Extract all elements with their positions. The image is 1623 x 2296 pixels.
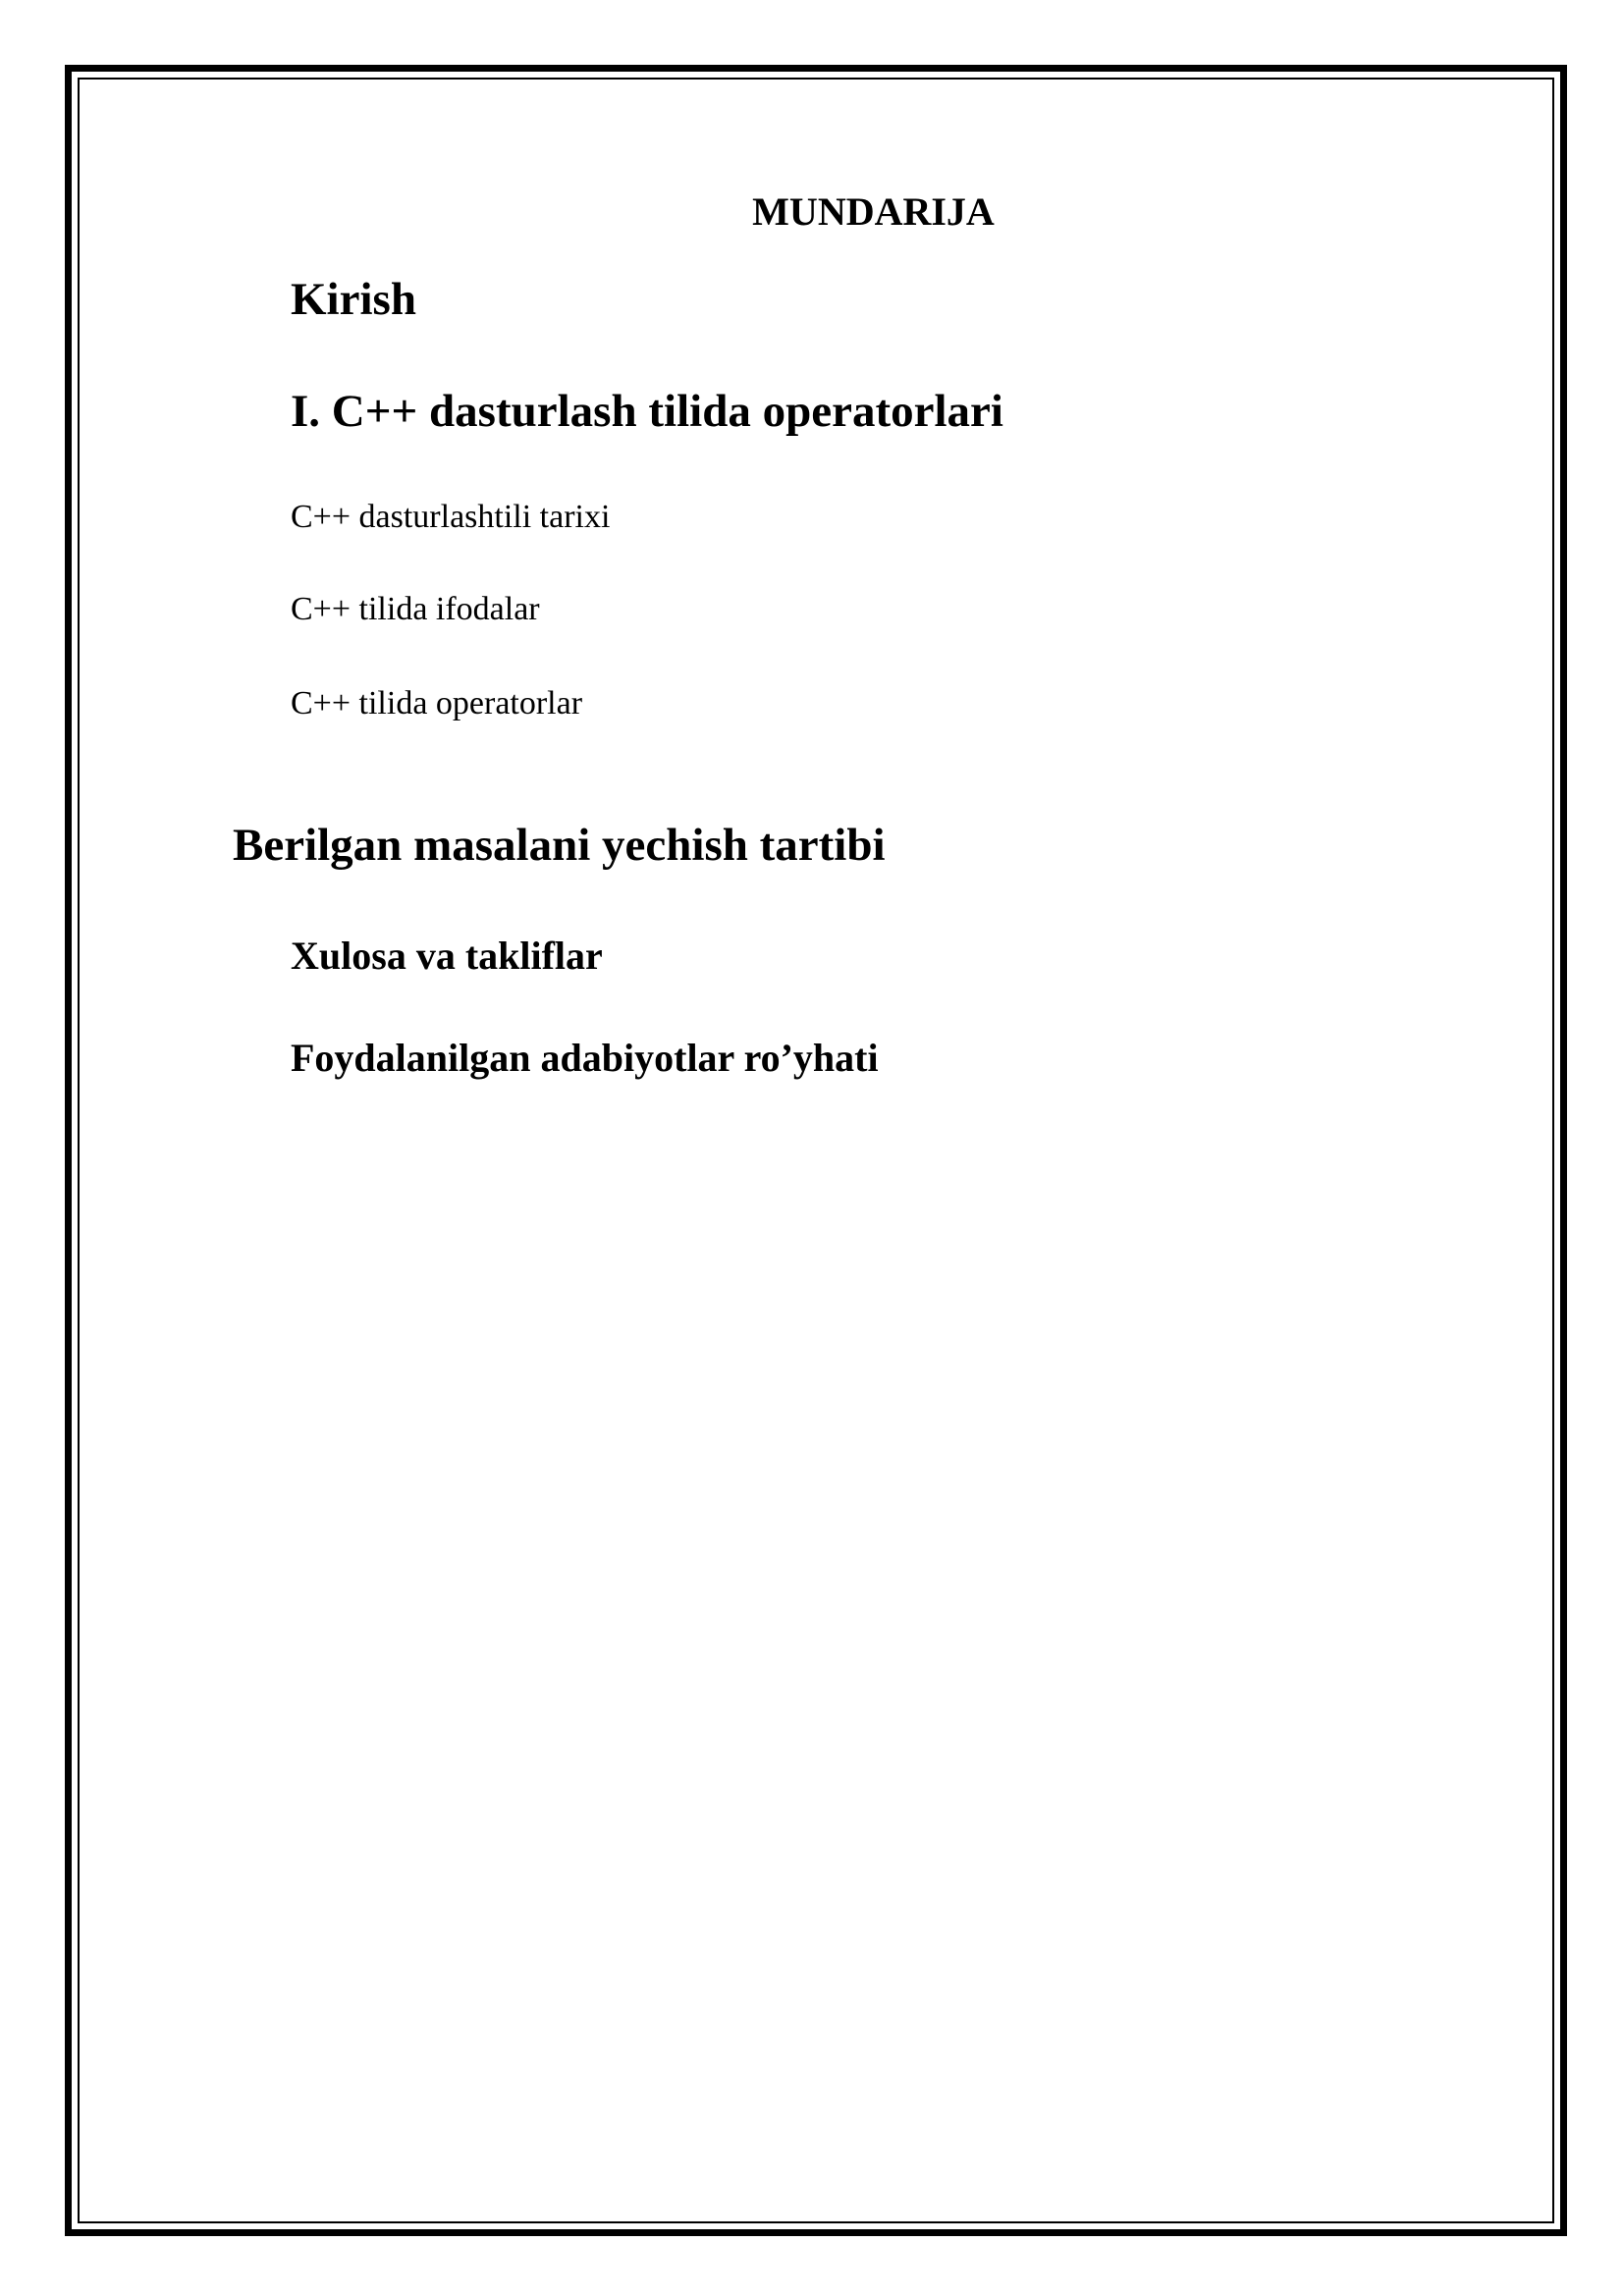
toc-entry-chapter-one: I. C++ dasturlash tilida operatorlari [291, 386, 1003, 437]
toc-entry-references: Foydalanilgan adabiyotlar ro’yhati [291, 1036, 879, 1080]
toc-entry-expressions: C++ tilida ifodalar [291, 591, 540, 627]
toc-entry-history: C++ dasturlashtili tarixi [291, 499, 611, 535]
page-title: MUNDARIJA [752, 189, 995, 234]
toc-entry-conclusion: Xulosa va takliflar [291, 934, 603, 978]
toc-entry-operators: C++ tilida operatorlar [291, 685, 583, 721]
toc-entry-problem-solving: Berilgan masalani yechish tartibi [233, 820, 886, 871]
toc-entry-introduction: Kirish [291, 274, 416, 325]
